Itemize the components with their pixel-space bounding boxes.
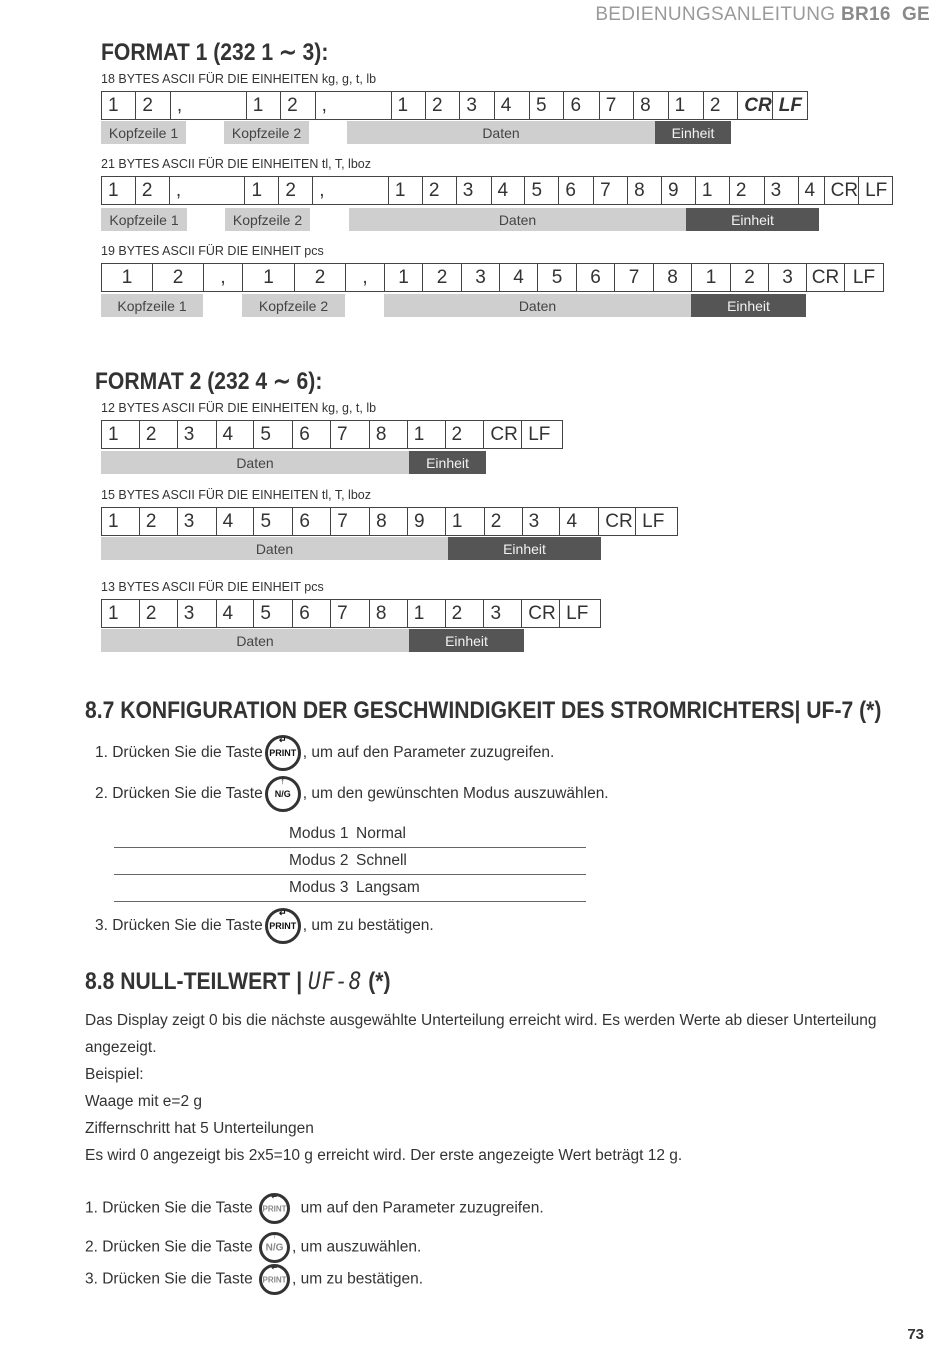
- byte-cell: 1: [385, 264, 423, 291]
- byte-cell: 1: [243, 264, 295, 291]
- byte-cell: 2: [140, 421, 178, 448]
- byte-cell: 8: [370, 600, 408, 627]
- byte-cell: CR: [825, 177, 859, 204]
- byte-cell: LF: [642, 510, 665, 532]
- format2-block3-row: [101, 599, 601, 628]
- byte-cell: 7: [600, 92, 634, 119]
- byte-cell: CR: [522, 600, 560, 627]
- step-text: 1. Drücken Sie die Taste: [95, 744, 263, 761]
- byte-cell: 1: [102, 264, 153, 291]
- byte-cell: ,: [170, 177, 246, 204]
- byte-cell: 1: [392, 92, 426, 119]
- band-kopfzeile1: Kopfzeile 1: [101, 294, 203, 317]
- byte-cell: 5: [538, 264, 577, 291]
- byte-cell: 6: [293, 600, 331, 627]
- format2-block2-label: 15 BYTES ASCII FÜR DIE EINHEITEN tl, T, lboz: [101, 488, 371, 502]
- byte-cell: 4: [495, 92, 530, 119]
- byte-cell: 5: [254, 508, 293, 535]
- byte-cell: ,: [313, 177, 389, 204]
- byte-cell: 2: [485, 508, 523, 535]
- byte-cell: LF: [852, 266, 876, 288]
- byte-cell: 4: [500, 264, 538, 291]
- mode-table: [114, 821, 586, 902]
- byte-cell: 9: [408, 508, 446, 535]
- byte-cell: 1: [102, 92, 136, 119]
- byte-cell: 4: [217, 600, 255, 627]
- step-text: , um den gewünschten Modus auszuwählen.: [302, 785, 609, 802]
- format1-title: FORMAT 1 (232 1 ∼ 3):: [101, 39, 329, 66]
- byte-cell: 2: [140, 600, 178, 627]
- print-key-icon: ↵ PRINT: [259, 1264, 290, 1295]
- byte-cell: 1: [692, 264, 731, 291]
- byte-cell: 3: [457, 177, 492, 204]
- step-text: , um zu bestätigen.: [302, 917, 434, 934]
- step-text: 2. Drücken Sie die Taste: [85, 1238, 253, 1256]
- band-einheit: Einheit: [691, 294, 806, 317]
- byte-cell: 2: [140, 508, 178, 535]
- byte-cell: LF: [865, 179, 888, 201]
- format2-block1-row: [101, 420, 563, 449]
- byte-cell: 5: [254, 600, 293, 627]
- byte-cell: ,: [346, 264, 385, 291]
- byte-cell: LF: [566, 602, 589, 624]
- header-lang: GE: [901, 4, 930, 25]
- byte-cell: 1: [408, 421, 446, 448]
- byte-cell: 3: [462, 264, 500, 291]
- byte-cell: 8: [628, 177, 662, 204]
- byte-cell: 7: [594, 177, 628, 204]
- print-key-icon: ↵ PRINT: [259, 1193, 290, 1224]
- byte-cell: 3: [178, 508, 217, 535]
- byte-cell: 2: [279, 177, 313, 204]
- format2-block3-label: 13 BYTES ASCII FÜR DIE EINHEIT pcs: [101, 580, 324, 594]
- byte-cell: CR: [484, 421, 522, 448]
- byte-cell: 7: [331, 508, 370, 535]
- band-einheit: Einheit: [409, 629, 524, 652]
- byte-cell: 8: [370, 421, 408, 448]
- byte-cell: 4: [799, 177, 825, 204]
- byte-cell: 4: [217, 421, 255, 448]
- byte-cell: 3: [460, 92, 494, 119]
- section-88-para3: Waage mit e=2 g: [85, 1093, 203, 1110]
- byte-cell: CR: [599, 508, 636, 535]
- ng-key-icon: ↑ N/G: [259, 1232, 290, 1263]
- band-einheit: Einheit: [655, 121, 731, 144]
- byte-cell: 2: [704, 92, 738, 119]
- byte-cell: 2: [423, 177, 457, 204]
- byte-cell: 3: [178, 421, 217, 448]
- byte-cell: 8: [634, 92, 668, 119]
- band-daten: Daten: [101, 451, 409, 474]
- byte-cell: 6: [577, 264, 615, 291]
- format1-block2-row: [101, 176, 893, 205]
- byte-cell: 6: [293, 421, 331, 448]
- byte-cell: 1: [102, 508, 140, 535]
- section-88-para1b: angezeigt.: [85, 1039, 157, 1056]
- byte-cell: 2: [423, 264, 462, 291]
- section-88-para2: Beispiel:: [85, 1066, 144, 1083]
- byte-cell: 2: [153, 264, 204, 291]
- step-text: 1. Drücken Sie die Taste: [85, 1199, 253, 1217]
- byte-cell: 5: [525, 177, 559, 204]
- byte-cell: 1: [446, 508, 485, 535]
- band-daten: Daten: [101, 537, 448, 560]
- byte-cell: 2: [295, 264, 346, 291]
- byte-cell: 2: [426, 92, 460, 119]
- section-88-step3: [85, 1264, 423, 1295]
- byte-cell: ,: [171, 92, 247, 119]
- format2-block2-row: [101, 507, 678, 536]
- header-title: BEDIENUNGSANLEITUNG: [595, 4, 836, 25]
- byte-cell: 4: [560, 508, 599, 535]
- byte-cell: 2: [136, 177, 170, 204]
- mode-row: Modus 2 Schnell: [114, 848, 586, 875]
- byte-cell: 1: [102, 177, 136, 204]
- byte-cell: LF: [778, 94, 802, 116]
- band-kopfzeile2: Kopfzeile 2: [242, 294, 345, 317]
- band-daten: Daten: [101, 629, 409, 652]
- byte-cell: 1: [102, 600, 140, 627]
- band-daten: Daten: [384, 294, 691, 317]
- mode-row: Modus 1 Normal: [114, 821, 586, 848]
- byte-cell: ,: [204, 264, 243, 291]
- byte-cell: 6: [564, 92, 599, 119]
- band-kopfzeile1: Kopfzeile 1: [101, 208, 187, 231]
- byte-cell: 1: [669, 92, 704, 119]
- byte-cell: 6: [293, 508, 331, 535]
- byte-cell: 7: [331, 600, 370, 627]
- step-text: 2. Drücken Sie die Taste: [95, 785, 263, 802]
- format2-block1-label: 12 BYTES ASCII FÜR DIE EINHEITEN kg, g, t, lb: [101, 401, 377, 415]
- byte-cell: 2: [446, 600, 485, 627]
- byte-cell: 6: [559, 177, 594, 204]
- byte-cell: 7: [615, 264, 654, 291]
- byte-cell: 2: [730, 177, 765, 204]
- section-87-step2: [95, 776, 609, 812]
- step-text: 3. Drücken Sie die Taste: [95, 917, 263, 934]
- band-kopfzeile2: Kopfzeile 2: [225, 208, 310, 231]
- step-text: um auf den Parameter zuzugreifen.: [300, 1199, 544, 1217]
- byte-cell: 8: [370, 508, 408, 535]
- byte-cell: 1: [389, 177, 423, 204]
- section-87-step1: [95, 735, 554, 771]
- byte-cell: 8: [654, 264, 692, 291]
- byte-cell: 5: [530, 92, 564, 119]
- byte-cell: CR: [807, 264, 845, 291]
- byte-cell: 1: [247, 92, 281, 119]
- section-87-step3: [95, 908, 434, 944]
- page-number: 73: [907, 1326, 924, 1343]
- byte-cell: 5: [254, 421, 293, 448]
- byte-cell: CR: [738, 92, 772, 119]
- byte-cell: 2: [281, 92, 315, 119]
- section-88-para1: Das Display zeigt 0 bis die nächste ausgewählte Unterteilung erreicht wird. Es werden Werte ab dieser Unterteilung: [85, 1012, 877, 1029]
- byte-cell: 3: [178, 600, 217, 627]
- byte-cell: 4: [492, 177, 526, 204]
- byte-cell: 1: [102, 421, 140, 448]
- format2-title: FORMAT 2 (232 4 ∼ 6):: [95, 368, 323, 395]
- format1-block3-label: 19 BYTES ASCII FÜR DIE EINHEIT pcs: [101, 244, 324, 258]
- section-88-step1: [85, 1193, 544, 1224]
- byte-cell: 3: [769, 264, 807, 291]
- byte-cell: 2: [446, 421, 485, 448]
- band-kopfzeile1: Kopfzeile 1: [101, 121, 186, 144]
- byte-cell: LF: [528, 423, 551, 445]
- section-88-title: 8.8 NULL-TEILWERT | UF-8 (*): [85, 967, 391, 995]
- step-text: , um zu bestätigen.: [292, 1270, 424, 1288]
- mode-row: Modus 3 Langsam: [114, 875, 586, 902]
- print-key-icon: ↵ PRINT: [265, 908, 301, 944]
- section-88-para5: Es wird 0 angezeigt bis 2x5=10 g erreicht wird. Der erste angezeigte Wert beträgt 12 g.: [85, 1147, 683, 1164]
- format1-block2-label: 21 BYTES ASCII FÜR DIE EINHEITEN tl, T, lboz: [101, 157, 371, 171]
- format1-block1-row: [101, 91, 808, 120]
- byte-cell: 2: [731, 264, 769, 291]
- ng-key-icon: ↑ N/G: [265, 776, 301, 812]
- band-daten: Daten: [349, 208, 686, 231]
- format1-block1-label: 18 BYTES ASCII FÜR DIE EINHEITEN kg, g, t, lb: [101, 72, 377, 86]
- byte-cell: 7: [331, 421, 370, 448]
- byte-cell: ,: [316, 92, 392, 119]
- band-einheit: Einheit: [409, 451, 486, 474]
- section-88-step2: [85, 1232, 421, 1263]
- step-text: 3. Drücken Sie die Taste: [85, 1270, 253, 1288]
- byte-cell: 1: [696, 177, 730, 204]
- page-header: [595, 4, 930, 26]
- step-text: , um auf den Parameter zuzugreifen.: [302, 744, 555, 761]
- band-kopfzeile2: Kopfzeile 2: [224, 121, 309, 144]
- band-einheit: Einheit: [448, 537, 601, 560]
- section-87-title: 8.7 KONFIGURATION DER GESCHWINDIGKEIT DES STROMRICHTERS| UF-7 (*): [85, 697, 882, 724]
- band-daten: Daten: [347, 121, 655, 144]
- byte-cell: 3: [523, 508, 561, 535]
- band-einheit: Einheit: [686, 208, 819, 231]
- byte-cell: 2: [136, 92, 170, 119]
- byte-cell: 1: [245, 177, 279, 204]
- byte-cell: 4: [217, 508, 255, 535]
- byte-cell: 3: [484, 600, 522, 627]
- format1-block3-row: [101, 263, 884, 292]
- header-model: BR16: [840, 4, 891, 25]
- byte-cell: 1: [408, 600, 446, 627]
- section-88-para4: Ziffernschritt hat 5 Unterteilungen: [85, 1120, 314, 1137]
- byte-cell: 3: [765, 177, 799, 204]
- lcd-code: UF-8: [307, 967, 363, 995]
- step-text: , um auszuwählen.: [292, 1238, 422, 1256]
- byte-cell: 9: [662, 177, 696, 204]
- print-key-icon: ↵ PRINT: [265, 735, 301, 771]
